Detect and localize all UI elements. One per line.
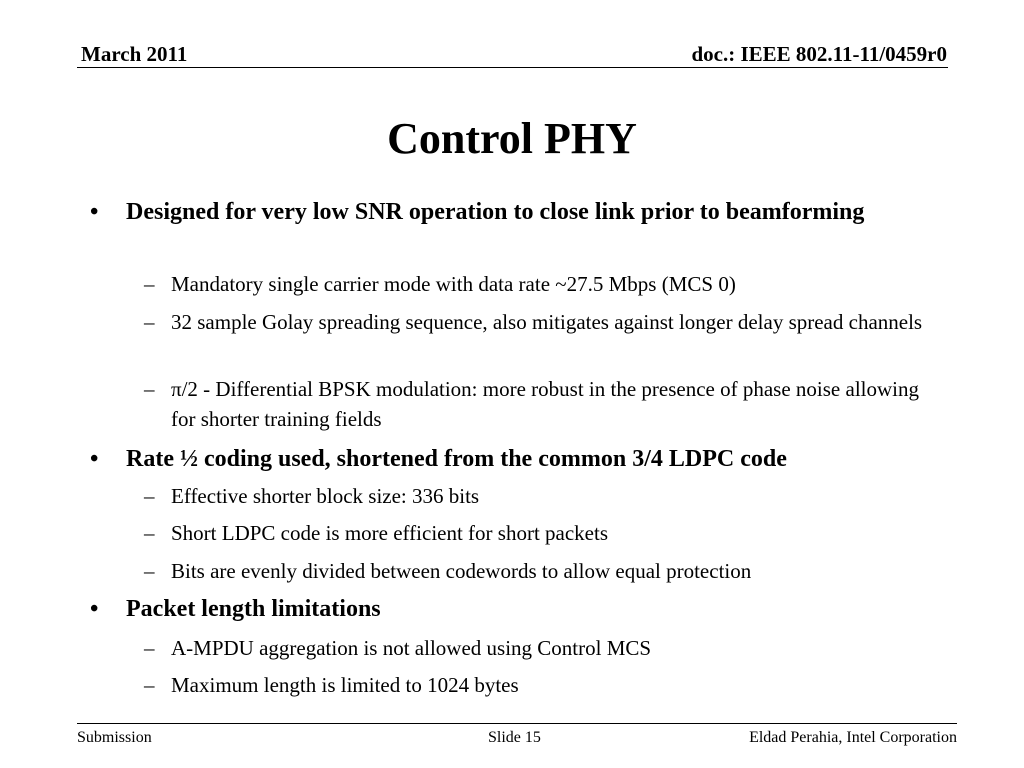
bullet-1-text: Designed for very low SNR operation to close link prior to beamforming — [126, 199, 865, 225]
sub-bullet-1-1 — [144, 269, 944, 299]
bullet-1 — [90, 196, 890, 229]
footer-rule — [77, 723, 957, 724]
dash-icon: – — [144, 521, 155, 545]
dash-icon: – — [144, 673, 155, 697]
dash-icon: – — [144, 310, 155, 334]
footer-submission: Submission — [77, 729, 152, 746]
sub-bullet-3-2-text: Maximum length is limited to 1024 bytes — [171, 673, 519, 697]
dash-icon: – — [144, 559, 155, 583]
dash-icon: – — [144, 272, 155, 296]
bullet-2 — [90, 443, 890, 476]
sub-bullet-1-2 — [144, 307, 944, 337]
bullet-2-text: Rate ½ coding used, shortened from the common 3/4 LDPC code — [126, 446, 787, 472]
sub-bullet-1-3 — [144, 374, 944, 434]
footer-slide-number: Slide 15 — [488, 729, 541, 746]
dash-icon: – — [144, 377, 155, 401]
footer-author: Eldad Perahia, Intel Corporation — [749, 729, 957, 746]
sub-bullet-2-3 — [144, 556, 944, 586]
sub-bullet-2-2 — [144, 518, 944, 548]
sub-bullet-3-2 — [144, 670, 944, 700]
bullet-dot-icon: • — [90, 596, 99, 622]
header-doc-id: doc.: IEEE 802.11-11/0459r0 — [691, 42, 947, 66]
sub-bullet-2-1 — [144, 481, 944, 511]
dash-icon: – — [144, 636, 155, 660]
dash-icon: – — [144, 484, 155, 508]
bullet-dot-icon: • — [90, 446, 99, 472]
bullet-3 — [90, 593, 890, 626]
sub-bullet-3-1 — [144, 633, 944, 663]
sub-bullet-2-1-text: Effective shorter block size: 336 bits — [171, 484, 480, 508]
sub-bullet-3-1-text: A-MPDU aggregation is not allowed using Control MCS — [171, 636, 652, 660]
header-date: March 2011 — [81, 42, 188, 66]
sub-bullet-1-1-text: Mandatory single carrier mode with data rate ~27.5 Mbps (MCS 0) — [171, 272, 736, 296]
sub-bullet-2-2-text: Short LDPC code is more efficient for short packets — [171, 521, 609, 545]
bullet-3-text: Packet length limitations — [126, 596, 381, 622]
sub-bullet-2-3-text: Bits are evenly divided between codewords to allow equal protection — [171, 559, 752, 583]
sub-bullet-1-3-text: π/2 - Differential BPSK modulation: more robust in the presence of phase noise allowing for shorter training fields — [171, 377, 919, 431]
sub-bullet-1-2-text: 32 sample Golay spreading sequence, also mitigates against longer delay spread channels — [171, 310, 923, 334]
bullet-dot-icon: • — [90, 199, 99, 225]
slide-title: Control PHY — [387, 114, 637, 163]
